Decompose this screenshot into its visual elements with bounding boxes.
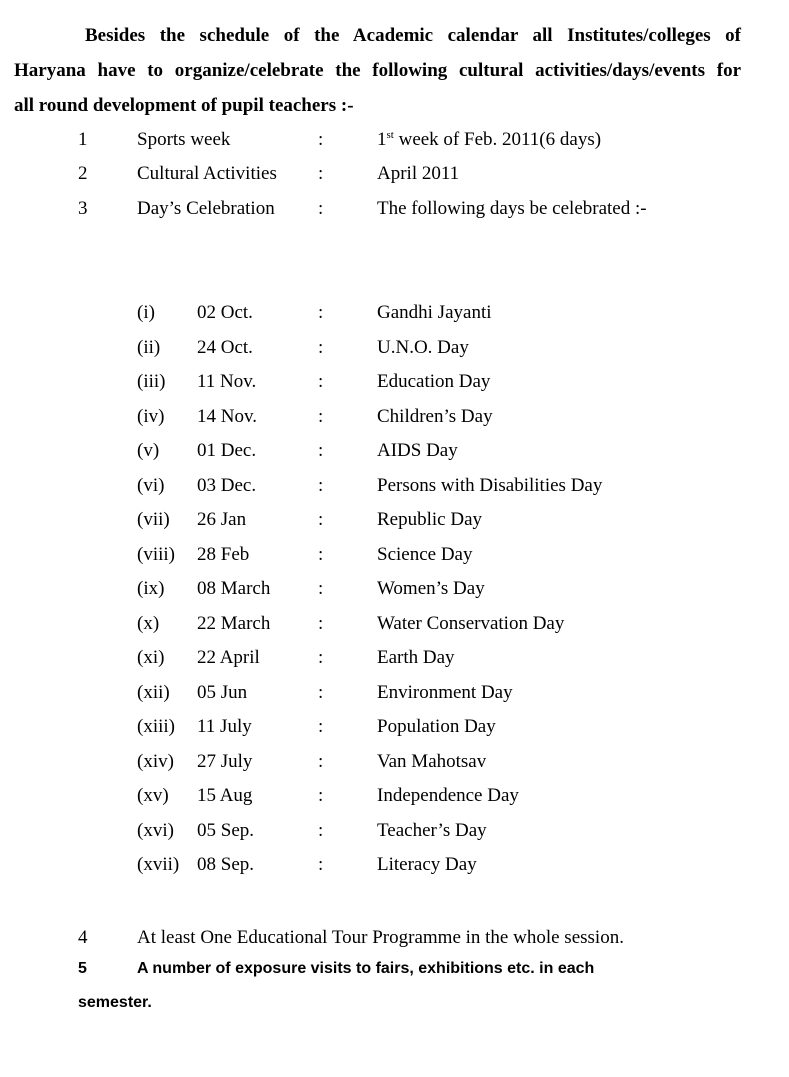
item-label: Day’s Celebration [137, 198, 275, 219]
ordinal-superscript: st [386, 129, 394, 141]
day-row [0, 296, 789, 331]
day-index: (iii) [137, 371, 166, 392]
colon-separator: : [318, 716, 324, 737]
colon-separator: : [318, 509, 324, 530]
day-name: Van Mahotsav [377, 750, 487, 772]
item-text-continuation: semester. [78, 994, 152, 1011]
day-name: Water Conservation Day [377, 612, 565, 634]
day-name: Persons with Disabilities Day [377, 474, 603, 496]
day-date: 05 Sep. [197, 819, 254, 841]
day-row [0, 676, 789, 711]
day-date: 15 Aug [197, 785, 253, 806]
schedule-item-educational-tour [0, 920, 789, 955]
day-index: (xvi) [137, 819, 174, 841]
day-date: 01 Dec. [197, 440, 257, 461]
day-row [0, 607, 789, 642]
schedule-item-cultural-activities [0, 156, 789, 191]
intro-paragraph [14, 18, 741, 123]
item-number: 5 [78, 960, 87, 977]
colon-separator: : [318, 474, 324, 496]
day-row [0, 400, 789, 435]
day-row [0, 848, 789, 883]
day-date: 14 Nov. [197, 405, 257, 427]
day-name: Independence Day [377, 785, 519, 806]
days-list [0, 296, 789, 883]
day-name: Earth Day [377, 647, 455, 668]
item-number: 2 [78, 163, 88, 184]
day-index: (i) [137, 302, 155, 323]
day-row [0, 469, 789, 504]
day-index: (v) [137, 440, 160, 461]
day-name: Science Day [377, 543, 473, 565]
day-index: (xvii) [137, 854, 180, 875]
day-name: Teacher’s Day [377, 819, 487, 841]
item-value: April 2011 [377, 163, 460, 184]
colon-separator: : [318, 785, 324, 806]
day-index: (ii) [137, 336, 161, 358]
day-date: 02 Oct. [197, 302, 253, 323]
day-index: (xi) [137, 647, 165, 668]
item-number: 3 [78, 198, 88, 219]
day-name: Gandhi Jayanti [377, 302, 492, 323]
day-date: 27 July [197, 750, 253, 772]
item-text: At least One Educational Tour Programme in the whole session. [137, 927, 624, 948]
schedule-item-days-celebration [0, 191, 789, 226]
colon-separator: : [318, 336, 324, 358]
item-label: Cultural Activities [137, 163, 277, 184]
day-date: 11 Nov. [197, 371, 257, 392]
item-value: The following days be celebrated :- [377, 198, 647, 219]
intro-line-2: Haryana have to organize/celebrate the following cultural activities/days/events for [14, 60, 741, 81]
day-name: U.N.O. Day [377, 336, 469, 358]
day-date: 08 March [197, 578, 271, 599]
day-date: 05 Jun [197, 681, 248, 703]
colon-separator: : [318, 198, 324, 219]
day-name: Women’s Day [377, 578, 485, 599]
value-rest: week of Feb. 2011(6 days) [393, 129, 602, 150]
schedule-item-sports-week [0, 122, 789, 157]
day-name: Children’s Day [377, 405, 493, 427]
colon-separator: : [318, 163, 324, 184]
day-row [0, 641, 789, 676]
day-date: 28 Feb [197, 543, 250, 565]
day-index: (iv) [137, 405, 165, 427]
colon-separator: : [318, 612, 324, 634]
intro-line-1: Besides the schedule of the Academic calendar all Institutes/colleges of [85, 25, 741, 46]
day-date: 08 Sep. [197, 854, 254, 875]
day-row [0, 365, 789, 400]
schedule-item-exposure-visits [0, 952, 789, 986]
colon-separator: : [318, 129, 324, 150]
colon-separator: : [318, 647, 324, 668]
day-date: 22 April [197, 647, 260, 668]
day-index: (xv) [137, 785, 169, 806]
day-name: Environment Day [377, 681, 513, 703]
colon-separator: : [318, 302, 324, 323]
day-row [0, 779, 789, 814]
colon-separator: : [318, 681, 324, 703]
item-number: 1 [78, 129, 88, 150]
day-row [0, 434, 789, 469]
day-date: 22 March [197, 612, 271, 634]
day-index: (xii) [137, 681, 170, 703]
day-row [0, 710, 789, 745]
colon-separator: : [318, 543, 324, 565]
item-number: 4 [78, 927, 88, 948]
colon-separator: : [318, 854, 324, 875]
day-index: (vii) [137, 509, 170, 530]
day-date: 26 Jan [197, 509, 247, 530]
day-row [0, 503, 789, 538]
colon-separator: : [318, 750, 324, 772]
day-name: AIDS Day [377, 440, 458, 461]
colon-separator: : [318, 371, 324, 392]
day-index: (x) [137, 612, 160, 634]
day-row [0, 814, 789, 849]
colon-separator: : [318, 440, 324, 461]
colon-separator: : [318, 578, 324, 599]
colon-separator: : [318, 819, 324, 841]
day-date: 24 Oct. [197, 336, 253, 358]
colon-separator: : [318, 405, 324, 427]
item-value [377, 122, 601, 160]
value-number: 1 [377, 129, 387, 150]
day-index: (vi) [137, 474, 165, 496]
item-label: Sports week [137, 129, 231, 150]
day-row [0, 745, 789, 780]
day-row [0, 331, 789, 366]
day-index: (ix) [137, 578, 165, 599]
day-index: (xiv) [137, 750, 174, 772]
day-index: (xiii) [137, 716, 175, 737]
day-index: (viii) [137, 543, 175, 565]
day-name: Education Day [377, 371, 491, 392]
day-row [0, 572, 789, 607]
day-name: Republic Day [377, 509, 483, 530]
day-row [0, 538, 789, 573]
day-date: 03 Dec. [197, 474, 257, 496]
intro-line-3: all round development of pupil teachers :- [14, 95, 354, 116]
item-text: A number of exposure visits to fairs, exhibitions etc. in each [137, 960, 595, 977]
day-name: Literacy Day [377, 854, 477, 875]
exposure-visits-continuation [0, 986, 789, 1020]
day-name: Population Day [377, 716, 496, 737]
day-date: 11 July [197, 716, 252, 737]
